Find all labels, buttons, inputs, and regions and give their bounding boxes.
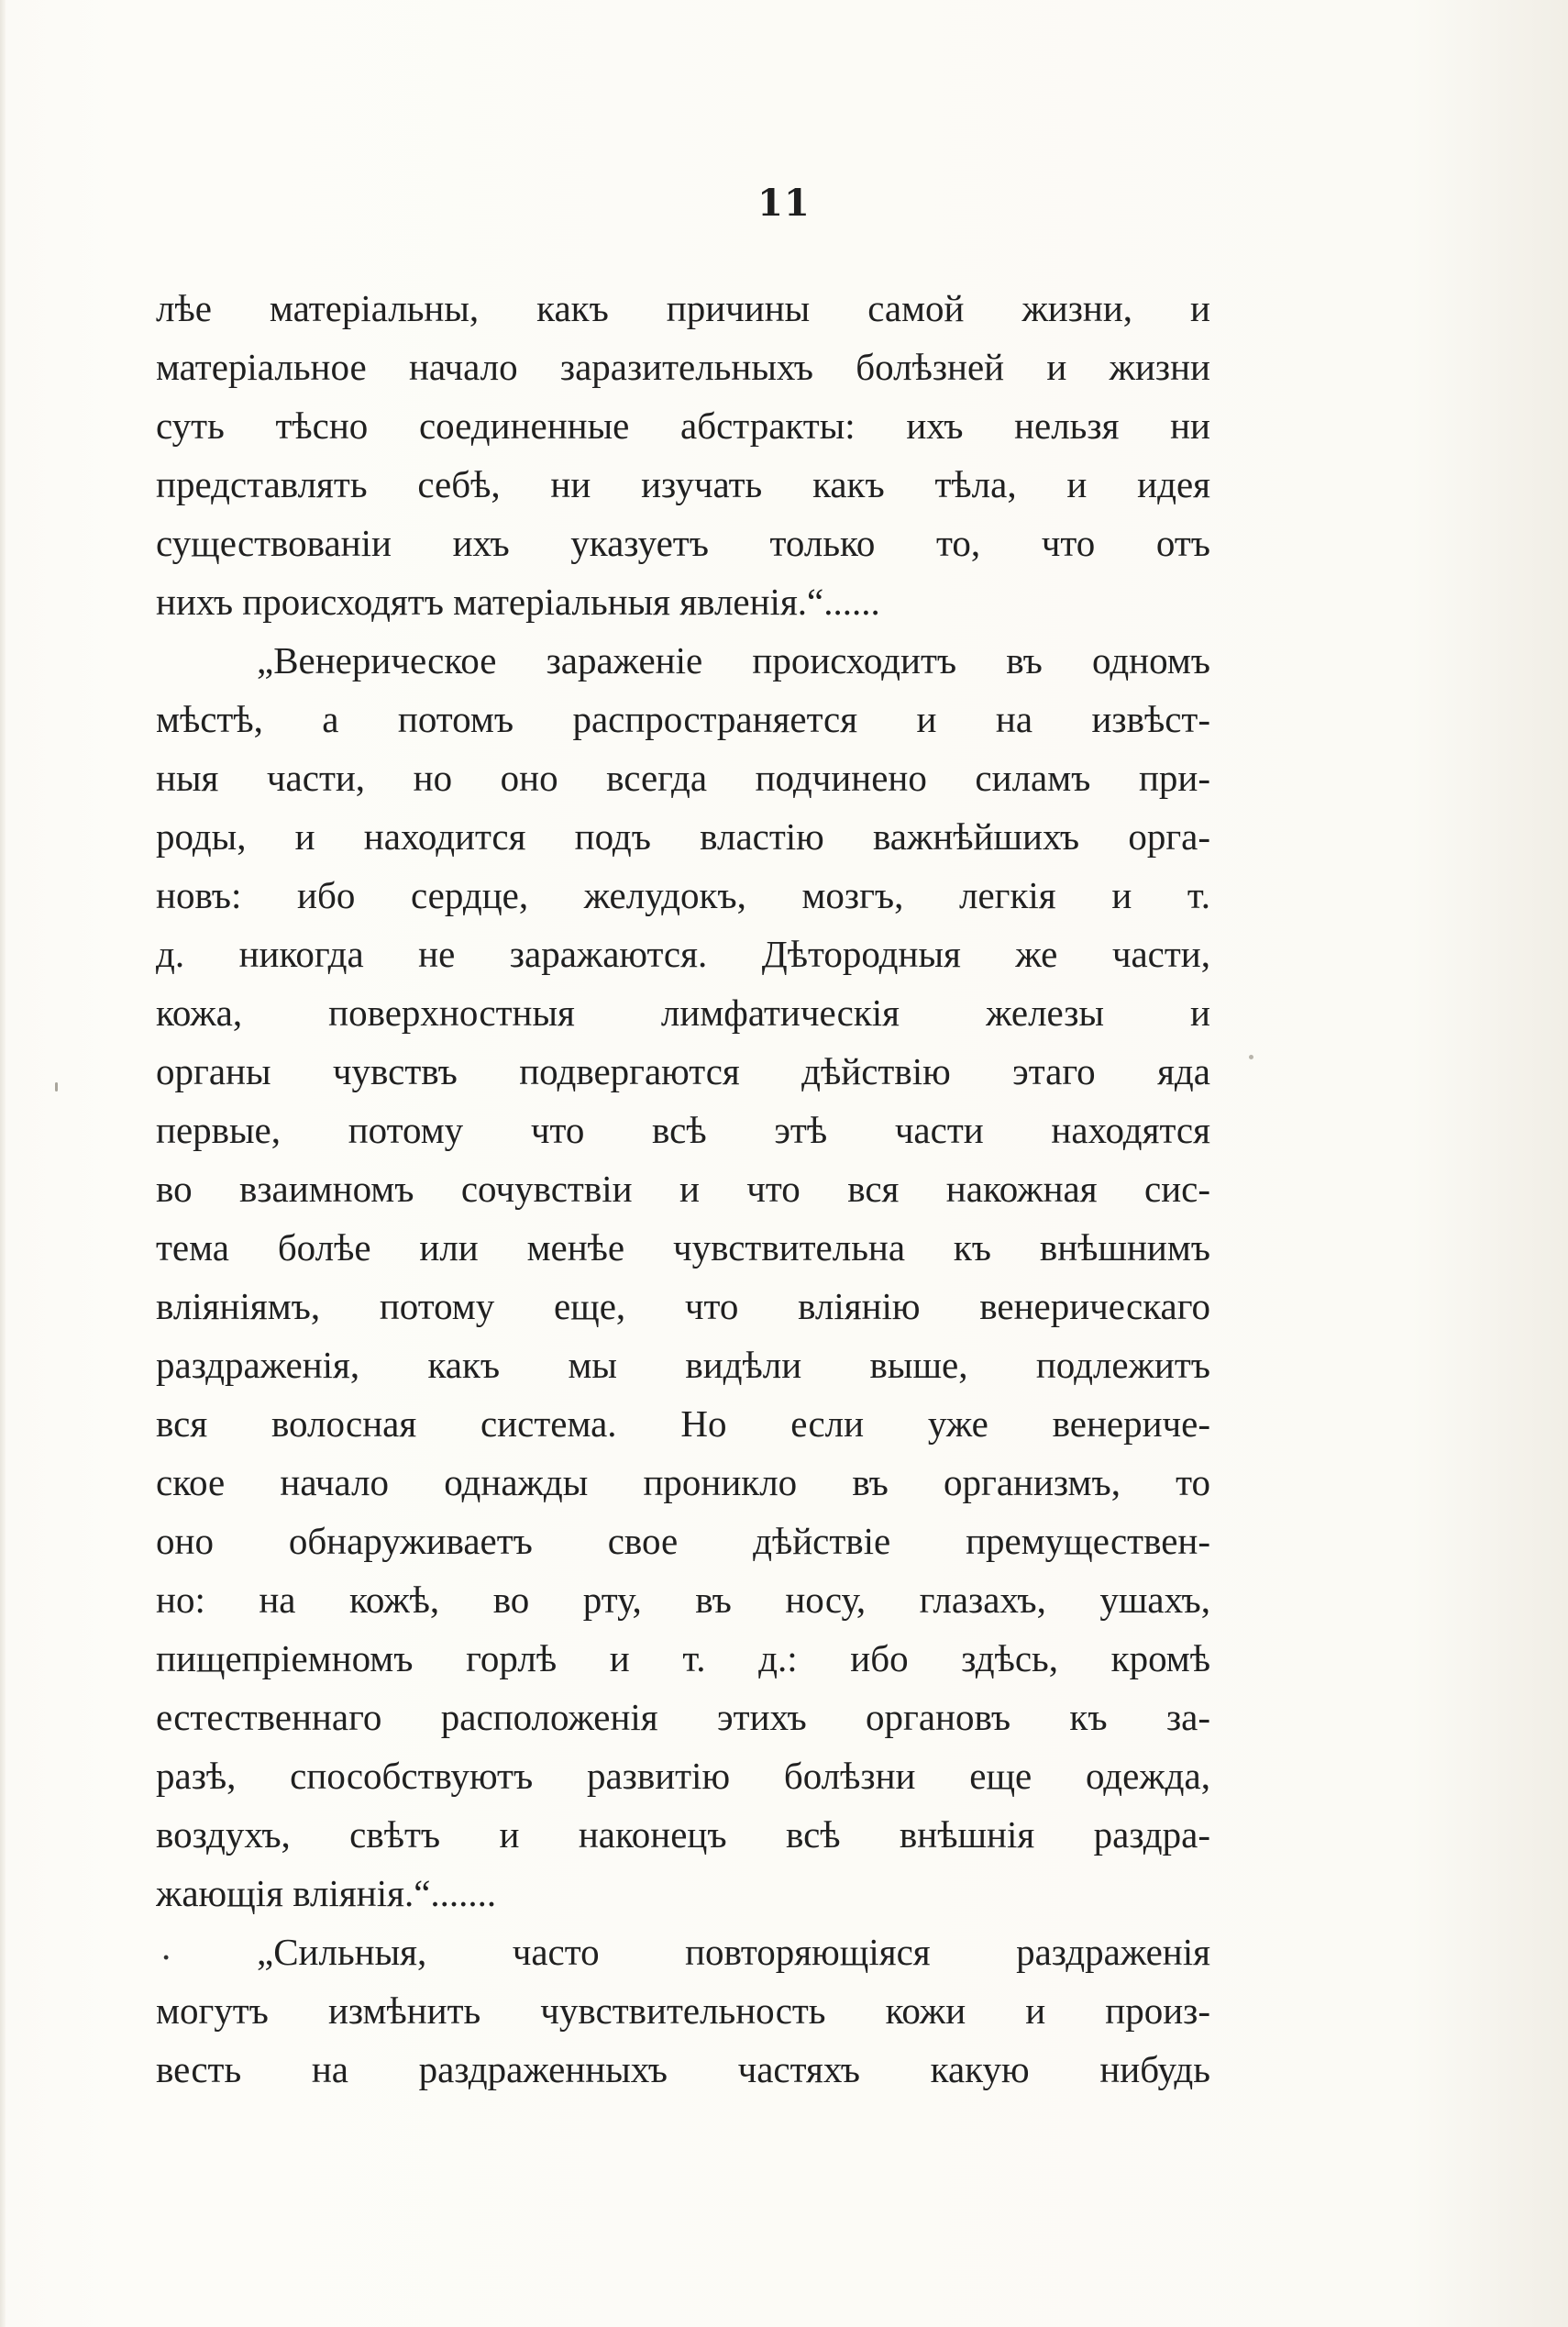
page-edge-shadow [0,0,6,2327]
text-line: первые, потому что всѣ этѣ части находятся [156,1109,1210,1151]
text-line: раздраженія, какъ мы видѣли выше, подлежитъ [156,1344,1210,1386]
text-line: представлять себѣ, ни изучать какъ тѣла, и идея [156,463,1210,505]
text-line: мѣстѣ, а потомъ распространяется и на извѣст- [156,698,1210,740]
text-line: нихъ происходятъ матеріальныя явленія.“...... [156,581,880,623]
stray-print-mark: . [161,1925,171,1967]
text-line: жающія вліянія.“....... [156,1872,497,1914]
text-line: воздухъ, свѣтъ и наконецъ всѣ внѣшнія раздра- [156,1813,1210,1856]
text-line: суть тѣсно соединенные абстракты: ихъ нельзя ни [156,404,1210,447]
text-line: весть на раздраженныхъ частяхъ какую нибудь [156,2048,1210,2090]
text-line: ныя части, но оно всегда подчинено силамъ при- [156,757,1210,799]
text-line: тема болѣе или менѣе чувствительна къ внѣшнимъ [156,1226,1210,1269]
text-line: но: на кожѣ, во рту, въ носу, глазахъ, ушахъ, [156,1579,1210,1621]
text-line: лѣе матеріальны, какъ причины самой жизни, и [156,287,1210,329]
text-line: оно обнаруживаетъ свое дѣйствіе премуществен- [156,1520,1210,1562]
paragraph-start-line: „Венерическое зараженіе происходитъ въ одномъ [257,639,1210,681]
text-line: д. никогда не заражаются. Дѣтородныя же части, [156,933,1210,975]
body-text [156,279,1210,2099]
text-line: матеріальное начало заразительныхъ болѣзней и жизни [156,346,1210,388]
text-line: во взаимномъ сочувствіи и что вся накожная сис- [156,1168,1210,1210]
text-line: новъ: ибо сердце, желудокъ, мозгъ, легкія и т. [156,874,1210,916]
text-line: органы чувствъ подвергаются дѣйствію этаго яда [156,1050,1210,1092]
text-line: разѣ, способствуютъ развитію болѣзни еще одежда, [156,1755,1210,1797]
text-line: вся волосная система. Но если уже венериче- [156,1402,1210,1445]
paper-speck [1249,1055,1253,1059]
text-line: вліяніямъ, потому еще, что вліянію венерическаго [156,1285,1210,1327]
text-line: пищепріемномъ горлѣ и т. д.: ибо здѣсь, кромѣ [156,1637,1210,1679]
text-line: кожа, поверхностныя лимфатическія железы и [156,992,1210,1034]
text-line: могутъ измѣнить чувствительность кожи и произ- [156,1989,1210,2032]
text-line: роды, и находится подъ властію важнѣйшихъ орга- [156,815,1210,858]
page-number: 11 [757,182,811,225]
paragraph-start-line: „Сильныя, часто повторяющіяся раздраженія [257,1931,1210,1973]
paper-speck [55,1082,58,1091]
text-line: естественнаго расположенія этихъ органовъ къ за- [156,1696,1210,1738]
text-line: ское начало однажды проникло въ организмъ, то [156,1461,1210,1503]
text-line: существованіи ихъ указуетъ только то, что отъ [156,522,1210,564]
